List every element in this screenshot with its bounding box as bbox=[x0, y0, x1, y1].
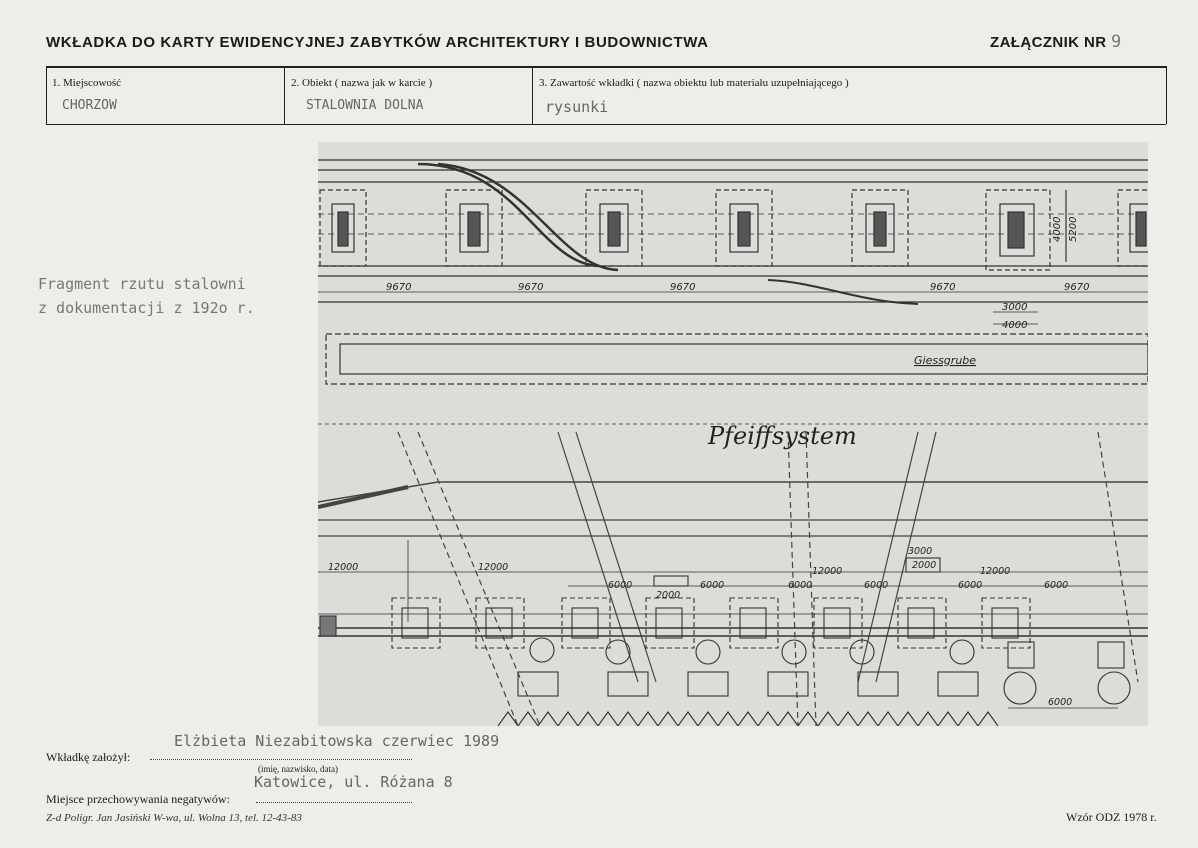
table-divider-1 bbox=[284, 66, 285, 124]
founder-sublabel: (imię, nazwisko, data) bbox=[258, 764, 338, 774]
dim-top-3: 9670 bbox=[670, 282, 696, 293]
dim-right-2: 4000 bbox=[1002, 320, 1028, 331]
table-right-rule bbox=[1166, 66, 1167, 124]
dim-low-3: 12000 bbox=[812, 566, 843, 577]
dim-small-1: 3000 bbox=[908, 546, 933, 557]
object-value: STALOWNIA DOLNA bbox=[306, 98, 424, 113]
caption-line-2: z dokumentacji z 192o r. bbox=[38, 299, 255, 317]
dim-small-3: 2000 bbox=[656, 590, 681, 601]
dim-right-1: 3000 bbox=[1002, 302, 1028, 313]
dim-low-2: 12000 bbox=[478, 562, 509, 573]
drawing-caption bbox=[38, 272, 255, 320]
table-left-rule bbox=[46, 66, 47, 124]
object-label: 2. Obiekt ( nazwa jak w karcie ) bbox=[291, 77, 433, 89]
dim-bottom: 6000 bbox=[1048, 697, 1073, 708]
dim-low-6: 6000 bbox=[700, 580, 725, 591]
drawing-svg bbox=[318, 142, 1148, 726]
founder-label: Wkładkę założył: bbox=[46, 750, 131, 764]
table-bottom-rule bbox=[46, 124, 1166, 125]
dim-vert-1: 4000 bbox=[1052, 216, 1063, 242]
furnace-1 bbox=[320, 190, 366, 266]
dim-vert-2: 5200 bbox=[1068, 216, 1079, 242]
dim-low-5: 6000 bbox=[608, 580, 633, 591]
dim-low-10: 6000 bbox=[1044, 580, 1069, 591]
founder-value: Elżbieta Niezabitowska czerwiec 1989 bbox=[174, 732, 500, 750]
technical-drawing bbox=[318, 142, 1148, 726]
printer-info: Z-d Poligr. Jan Jasiński W-wa, ul. Wolna 13, tel. 12-43-83 bbox=[46, 812, 302, 824]
negatives-label: Miejsce przechowywania negatywów: bbox=[46, 792, 230, 806]
dim-top-4: 9670 bbox=[930, 282, 956, 293]
attachment-label: ZAŁĄCZNIK NR bbox=[990, 34, 1107, 51]
locality-label: 1. Miejscowość bbox=[52, 77, 122, 89]
dim-top-5: 9670 bbox=[1064, 282, 1090, 293]
table-divider-2 bbox=[532, 66, 533, 124]
content-value: rysunki bbox=[545, 98, 609, 116]
dim-low-7: 6000 bbox=[788, 580, 813, 591]
label-giessgrube: Giessgrube bbox=[914, 354, 977, 367]
form-title: WKŁADKA DO KARTY EWIDENCYJNEJ ZABYTKÓW ARCHITEKTURY I BUDOWNICTWA bbox=[46, 34, 709, 51]
content-label: 3. Zawartość wkładki ( nazwa obiektu lub materiału uzupełniającego ) bbox=[539, 77, 849, 89]
dim-low-4: 12000 bbox=[980, 566, 1011, 577]
founder-dotted-line bbox=[150, 759, 412, 760]
dim-top-1: 9670 bbox=[386, 282, 412, 293]
label-script: Pfeiffsystem bbox=[708, 422, 857, 450]
dim-low-9: 6000 bbox=[958, 580, 983, 591]
form-pattern: Wzór ODZ 1978 r. bbox=[1066, 810, 1157, 824]
caption-line-1: Fragment rzutu stalowni bbox=[38, 275, 246, 293]
table-top-rule bbox=[46, 66, 1166, 68]
dim-small-2: 2000 bbox=[912, 560, 937, 571]
attachment-number-label bbox=[990, 32, 1122, 52]
dim-top-2: 9670 bbox=[518, 282, 544, 293]
address-value: Katowice, ul. Różana 8 bbox=[254, 773, 453, 791]
attachment-number: 9 bbox=[1111, 32, 1122, 52]
negatives-dotted-line bbox=[256, 802, 412, 803]
locality-value: CHORZOW bbox=[62, 98, 117, 113]
dim-low-8: 6000 bbox=[864, 580, 889, 591]
dim-low-1: 12000 bbox=[328, 562, 359, 573]
